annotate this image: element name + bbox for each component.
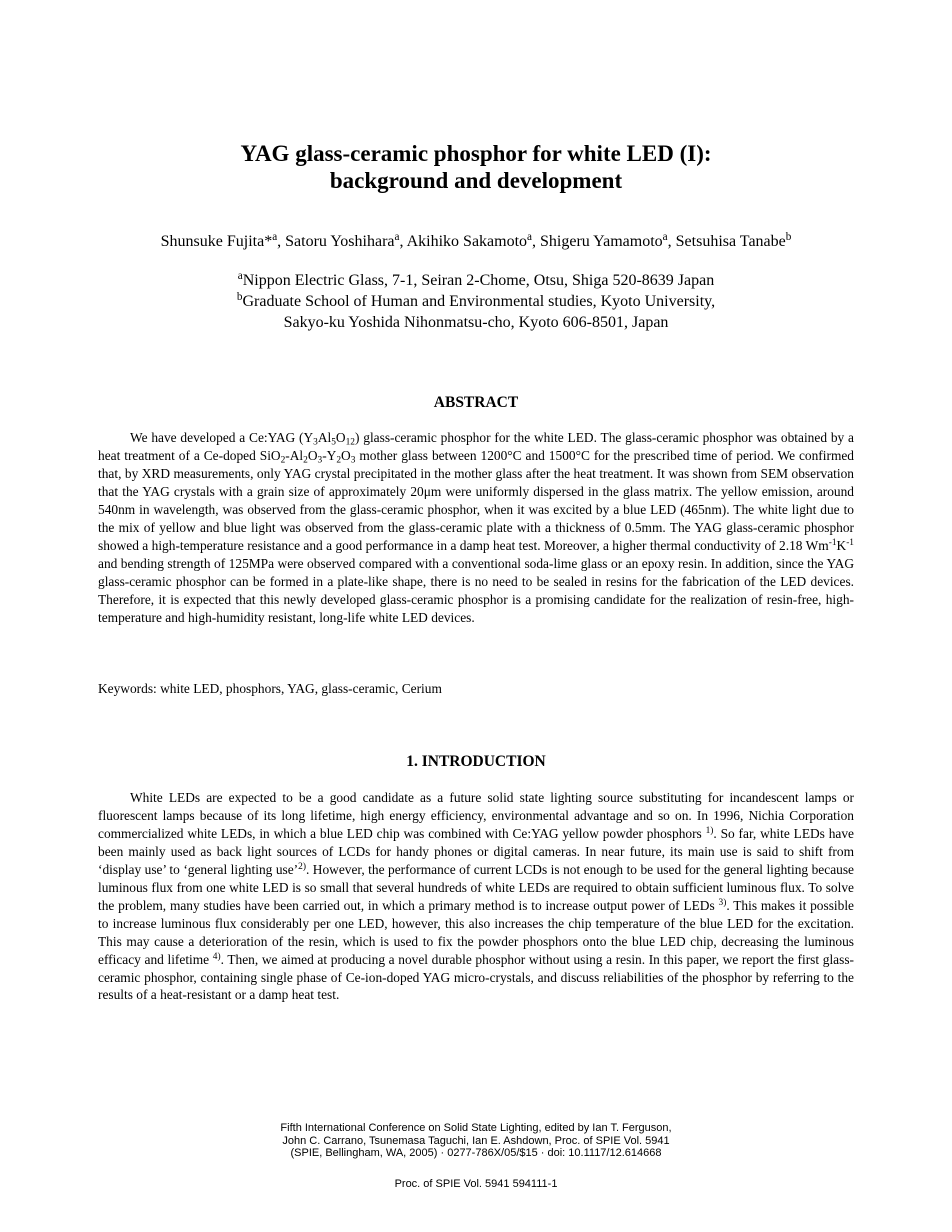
citation-ref: 2)	[298, 861, 306, 872]
page-number: Proc. of SPIE Vol. 5941 594111-1	[394, 1178, 558, 1190]
affiliation-a: $^a$Nippon Electric Glass, 7-1, Seiran 2-Chome, Otsu, Shiga 520-8639 Japan	[237, 269, 715, 289]
author-list: Shunsuke Fujita*$^a$, Satoru Yoshihara$^a$, Akihiko Sakamoto$^a$, Shigeru Yamamoto$^a$, Setsuhisa Tanabe$^b$	[160, 230, 792, 250]
title-line-1: YAG glass-ceramic phosphor for white LED (I):	[240, 141, 712, 166]
author-affiliation-mark: a	[527, 230, 532, 243]
author-name: Setsuhisa Tanabe	[675, 233, 786, 250]
author-name: Satoru Yoshihara	[285, 233, 395, 250]
citation-ref: 1)	[705, 825, 714, 836]
author-affiliation-mark: a	[662, 230, 668, 243]
title-line-2: background and development	[329, 168, 623, 193]
author-name: Shunsuke Fujita*	[160, 233, 273, 250]
affiliations	[0, 270, 952, 333]
abstract-paragraph: We have developed a Ce:YAG $(Y_3Al_5O_{12})$ glass-ceramic phosphor for the white LED. The glass-ceramic phosphor was obtained by a heat treatment of a Ce-doped $SiO_2-Al_2O_3-Y_2O_3$ mother glass between 1200°C and 1500°C for the prescribed time of period. We confirmed that, by XRD measurements, only YAG crystal precipitated in the mother glass after the heat treatment. It was shown from SEM observation that the YAG crystals with a grain size of approximately 20μm were uniformly dispersed in the glass matrix. The yellow emission, around 540nm in wavelength, was observed from the glass-ceramic phosphor, when it was excited by a blue LED (465nm). The white light due to the mix of yellow and blue light was observed from the glass-ceramic plate with a thickness of 0.5mm. The YAG glass-ceramic phosphor showed a high-temperature resistance and a good performance in a damp heat test. Moreover, a higher thermal conductivity of 2.18 $Wm^{-1}K^{-1}$ and bending strength of 125MPa were observed compared with a conventional soda-lime glass or an epoxy resin. In addition, since the YAG glass-ceramic phosphor can be formed in a plate-like shape, there is no need to be sealed in resins for the fabrication of the LED devices. Therefore, it is expected that this newly developed glass-ceramic phosphor is a promising candidate for the realization of resin-free, high-temperature and high-humidity resistant, long-life white LED devices.	[98, 430, 855, 625]
affiliation-b: $^b$Graduate School of Human and Environmental studies, Kyoto University,	[236, 290, 716, 310]
abstract-heading: ABSTRACT	[433, 394, 519, 411]
citation-ref: 4)	[212, 951, 221, 962]
abstract-body	[98, 429, 854, 626]
footer-citation: Fifth International Conference on Solid State Lighting, edited by Ian T. Ferguson, John C. Carrano, Tsunemasa Taguchi, Ian E. Ashdown, Proc. of SPIE Vol. 5941 (SPIE, Bellingham, WA, 2005) · 0277-786X/05/$15 · doi: 10.1117/12.614668	[280, 1122, 672, 1159]
affiliation-b-address: Sakyo-ku Yoshida Nihonmatsu-cho, Kyoto 606-8501, Japan	[283, 314, 669, 331]
author-name: Shigeru Yamamoto	[540, 233, 663, 250]
author-affiliation-mark: b	[785, 230, 792, 243]
introduction-body	[98, 789, 854, 1004]
author-affiliation-mark: a	[394, 230, 400, 243]
author-affiliation-mark: a	[272, 230, 278, 243]
author-name: Akihiko Sakamoto	[406, 233, 528, 250]
introduction-heading: 1. INTRODUCTION	[406, 753, 546, 770]
introduction-paragraph: White LEDs are expected to be a good candidate as a future solid state lighting source substituting for incandescent lamps or fluorescent lamps because of its long lifetime, high energy efficiency, environmental advantage and so on. In 1996, Nichia Corporation commercialized white LEDs, in which a blue LED chip was combined with Ce:YAG yellow powder phosphors $^{1)}$. So far, white LEDs have been mainly used as back light sources of LCDs for handy phones or digital cameras. In near future, its main use is said to shift from ‘display use’ to ‘general lighting use’$^{2)}$. However, the performance of current LCDs is not enough to be used for the general lighting because luminous flux from one white LED is so small that several hundreds of white LEDs are required to obtain sufficient luminous flux. To solve the problem, many studies have been carried out, in which a primary method is to increase output power of LEDs $^{3)}$. This makes it possible to increase luminous flux considerably per one LED, however, this also increases the chip temperature of the blue LED for the excitation. This may cause a deterioration of the resin, which is used to fix the powder phosphors onto the blue LED chip, decreasing the luminous efficacy and lifetime $^{4)}$. Then, we aimed at producing a novel durable phosphor without using a resin. In this paper, we report the first glass-ceramic phosphor, containing single phase of Ce-ion-doped YAG micro-crystals, and discuss reliabilities of the phosphor by referring to the results of a heat-resistant or a damp heat test.	[98, 790, 854, 1003]
citation-ref: 3)	[718, 897, 727, 908]
keywords: Keywords: white LED, phosphors, YAG, glass-ceramic, Cerium	[98, 681, 442, 696]
paper-title	[0, 140, 952, 194]
